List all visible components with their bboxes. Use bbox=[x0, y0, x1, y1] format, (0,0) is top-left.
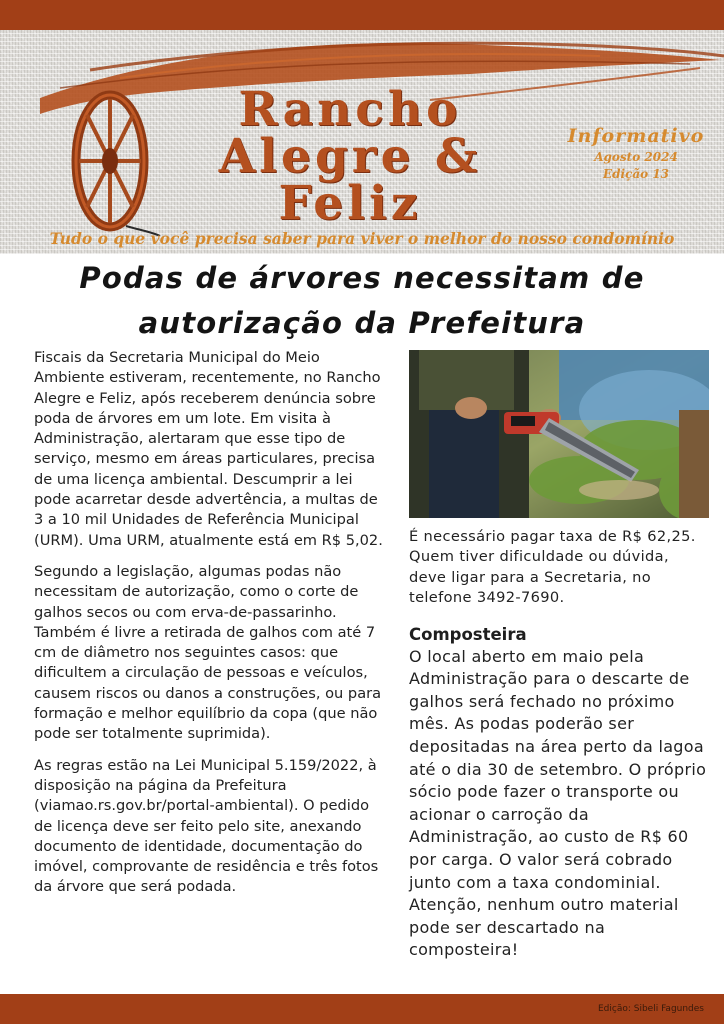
headline-line-1: Podas de árvores necessitam de bbox=[79, 261, 645, 295]
issue-date: Agosto 2024 bbox=[594, 150, 678, 164]
article-right-column bbox=[409, 527, 709, 962]
article-headline bbox=[20, 256, 704, 346]
article-left-column bbox=[34, 348, 390, 909]
editor-credit: Edição: Sibeli Fagundes bbox=[597, 1004, 704, 1014]
chainsaw-photo bbox=[409, 350, 709, 518]
fee-paragraph: É necessário pagar taxa de R$ 62,25. Quem tiver dificuldade ou dúvida, deve ligar para a Secretaria, no telefone 3492-7690. bbox=[409, 528, 696, 607]
masthead-title-line-3: Feliz bbox=[278, 176, 422, 231]
tagline: Tudo o que você precisa saber para viver o melhor do nosso condomínio bbox=[49, 229, 675, 248]
masthead-banner bbox=[0, 30, 724, 254]
headline-line-2: autorização da Prefeitura bbox=[138, 306, 586, 340]
masthead-title-line-1: Rancho bbox=[238, 82, 462, 137]
article-paragraph-2: Segundo a legislação, algumas podas não necessitam de autorização, como o corte de galhos secos ou com erva-de-passarinho. Também é livre a retirada de galhos com até 7 cm de diâmetro nos seguintes casos: que dificultem a circulação de pessoas e veículos, causem riscos ou danos a construções, ou para formação e melhor equilíbrio da copa (que não pode ser totalmente suprimida). bbox=[34, 562, 382, 743]
article-paragraph-3: As regras estão na Lei Municipal 5.159/2022, à disposição na página da Prefeitura (viamao.rs.gov.br/portal-ambiental). O pedido de licença deve ser feito pelo site, anexando documento de identidade, documentação do imóvel, comprovante de residência e três fotos da árvore que será podada. bbox=[34, 756, 379, 896]
composteira-heading: Composteira bbox=[409, 624, 527, 644]
issue-title: Informativo bbox=[567, 125, 705, 147]
masthead-title-line-2: Alegre & bbox=[218, 129, 482, 184]
composteira-paragraph: O local aberto em maio pela Administração para o descarte de galhos será fechado no próximo mês. As podas poderão ser depositadas na área perto da lagoa até o dia 30 de setembro. O próprio sócio pode fazer o transporte ou acionar o carroção da Administração, ao custo de R$ 60 por carga. O valor será cobrado junto com a taxa condominial. Atenção, nenhum outro material pode ser descartado na composteira! bbox=[409, 646, 707, 960]
article-paragraph-1: Fiscais da Secretaria Municipal do Meio Ambiente estiveram, recentemente, no Rancho Alegre e Feliz, após receberem denúncia sobre poda de árvores em um lote. Em visita à Administração, alertaram que esse tipo de serviço, mesmo em áreas particulares, precisa de uma licença ambiental. Descumprir a lei pode acarretar desde advertência, a multas de 3 a 10 mil Unidades de Referência Municipal (URM). Uma URM, atualmente está em R$ 5,02. bbox=[34, 349, 383, 549]
issue-number: Edição 13 bbox=[602, 167, 670, 181]
top-band bbox=[0, 0, 724, 30]
wagon-wheel-icon bbox=[66, 86, 162, 236]
